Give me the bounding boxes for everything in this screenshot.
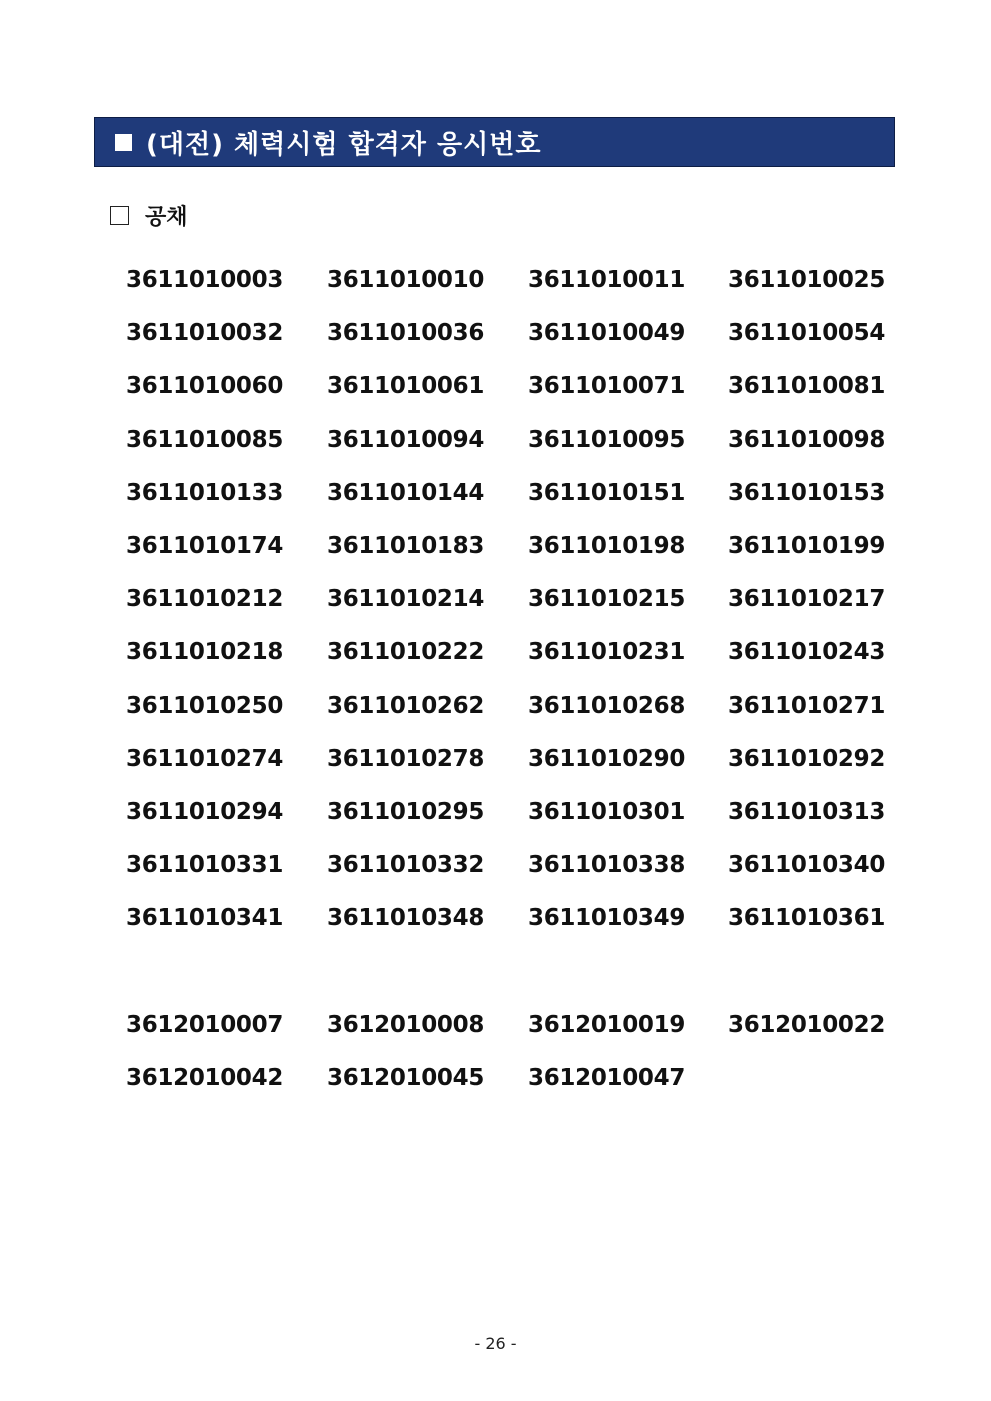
exam-number: 3611010198	[528, 533, 686, 559]
exam-number: 3611010144	[327, 479, 485, 506]
exam-number: 3611010061	[327, 373, 485, 400]
exam-number: 3611010331	[126, 852, 284, 879]
exam-number: 3611010071	[528, 373, 686, 400]
exam-number: 3612010022	[728, 1012, 886, 1038]
exam-number: 3611010153	[728, 479, 886, 506]
exam-number: 3611010294	[126, 799, 284, 825]
exam-number: 3612010042	[126, 1065, 284, 1092]
exam-number: 3611010095	[528, 426, 686, 453]
exam-number: 3611010243	[728, 639, 886, 666]
exam-number: 3611010290	[528, 745, 686, 772]
exam-number: 3611010098	[728, 426, 886, 453]
exam-number: 3611010262	[327, 692, 485, 719]
exam-number: 3611010133	[126, 479, 284, 506]
exam-number: 3611010332	[327, 852, 485, 879]
exam-number: 3612010047	[528, 1065, 686, 1092]
exam-number: 3611010349	[528, 905, 686, 932]
exam-number: 3611010151	[528, 479, 686, 506]
exam-number: 3611010174	[126, 533, 284, 559]
exam-number: 3611010250	[126, 692, 284, 719]
subsection-header	[110, 200, 188, 230]
exam-number: 3611010217	[728, 586, 886, 613]
square-bullet-icon	[115, 134, 132, 151]
exam-number: 3611010340	[728, 852, 886, 879]
exam-number: 3611010025	[728, 267, 886, 293]
exam-number: 3611010338	[528, 852, 686, 879]
exam-number: 3611010054	[728, 320, 886, 347]
exam-number: 3611010036	[327, 320, 485, 347]
exam-number: 3611010341	[126, 905, 284, 932]
exam-number: 3611010212	[126, 586, 284, 613]
exam-number: 3611010032	[126, 320, 284, 347]
exam-number: 3611010231	[528, 639, 686, 666]
page-title: (대전) 체력시험 합격자 응시번호	[146, 129, 542, 160]
exam-number: 3611010060	[126, 373, 284, 400]
exam-number: 3611010215	[528, 586, 686, 613]
subsection-label: 공채	[145, 204, 188, 230]
exam-number: 3611010011	[528, 267, 686, 293]
exam-number: 3611010361	[728, 905, 886, 932]
exam-number: 3612010007	[126, 1012, 284, 1038]
exam-number: 3611010214	[327, 586, 485, 613]
exam-number: 3611010199	[728, 533, 886, 559]
exam-number: 3611010292	[728, 745, 886, 772]
exam-number: 3611010010	[327, 267, 485, 293]
exam-number: 3612010045	[327, 1065, 485, 1092]
exam-number: 3611010085	[126, 426, 284, 453]
exam-number: 3611010003	[126, 267, 284, 293]
exam-number: 3611010348	[327, 905, 485, 932]
exam-number: 3611010313	[728, 799, 886, 825]
exam-number: 3611010271	[728, 692, 886, 719]
empty-square-icon	[110, 206, 129, 225]
section-title-bar	[94, 117, 895, 167]
exam-number: 3611010094	[327, 426, 485, 453]
exam-number: 3611010274	[126, 745, 284, 772]
exam-number: 3611010218	[126, 639, 284, 666]
exam-number: 3611010183	[327, 533, 485, 559]
exam-number: 3611010222	[327, 639, 485, 666]
exam-number: 3611010081	[728, 373, 886, 400]
exam-number: 3611010049	[528, 320, 686, 347]
exam-number: 3611010295	[327, 799, 485, 825]
exam-number: 3611010268	[528, 692, 686, 719]
exam-number: 3611010278	[327, 745, 485, 772]
exam-number: 3611010301	[528, 799, 686, 825]
exam-number: 3612010019	[528, 1012, 686, 1038]
page-number: - 26 -	[474, 1334, 517, 1353]
exam-number: 3612010008	[327, 1012, 485, 1038]
